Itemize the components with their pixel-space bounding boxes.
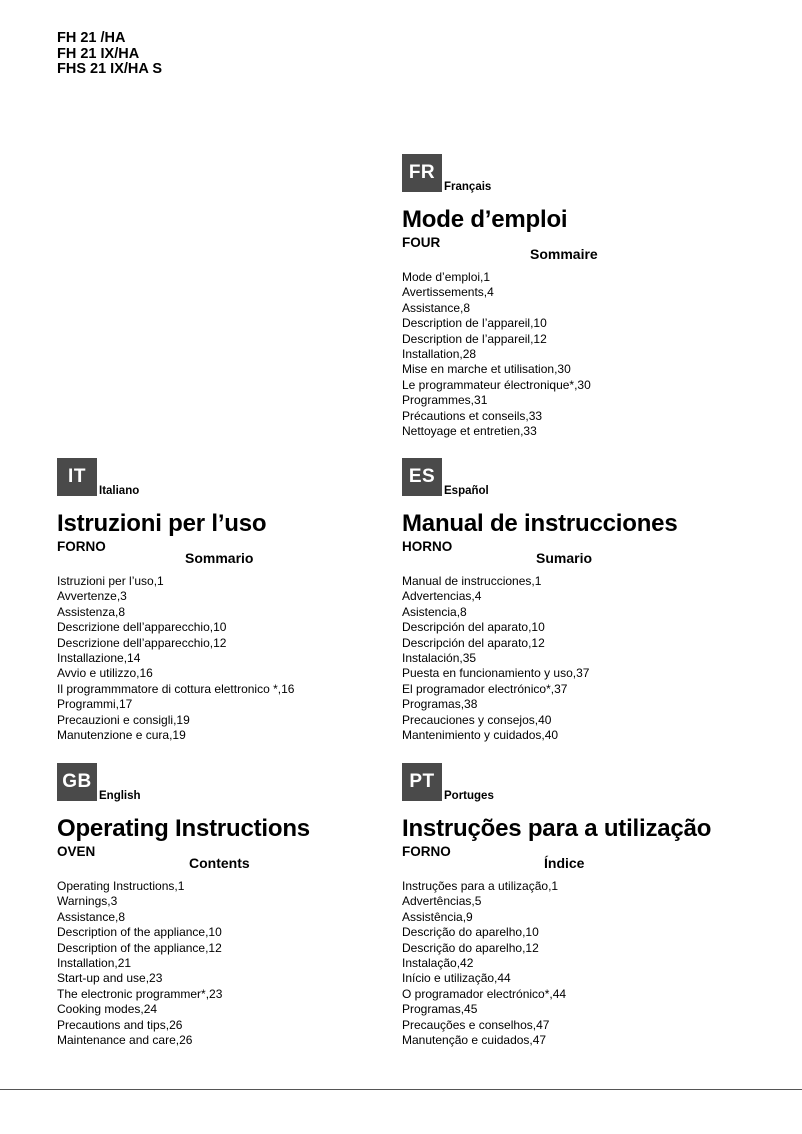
toc-item: Maintenance and care,26 (57, 1033, 193, 1048)
toc-item: Mise en marche et utilisation,30 (402, 362, 571, 377)
toc-item: Descrição do aparelho,12 (402, 940, 539, 955)
section-spanish (402, 458, 762, 743)
section-subtitle: FORNO (402, 844, 451, 859)
toc-item: Description de l’appareil,12 (402, 331, 547, 346)
toc-item: Programmi,17 (57, 697, 133, 712)
toc-item: Mantenimiento y cuidados,40 (402, 728, 559, 743)
language-code-badge: FR (402, 154, 442, 192)
toc-item: Installazione,14 (57, 651, 141, 666)
toc-item: Programas,38 (402, 697, 478, 712)
toc-item: Istruzioni per l’uso,1 (57, 574, 164, 588)
toc-item: Assistance,8 (57, 909, 126, 924)
toc-item: Asistencia,8 (402, 604, 467, 619)
toc-item: Avvio e utilizzo,16 (57, 666, 153, 681)
contents-heading: Sommaire (530, 246, 598, 262)
toc-item: Descrição do aparelho,10 (402, 925, 539, 940)
model-number: FH 21 IX/HA (57, 45, 140, 62)
contents-heading: Índice (544, 855, 585, 871)
section-title: Manual de instrucciones (402, 510, 678, 537)
section-portuguese (402, 763, 762, 1048)
toc-item: Instalação,42 (402, 956, 474, 971)
toc-item: Descrizione dell’apparecchio,12 (57, 635, 227, 650)
language-code-badge: GB (57, 763, 97, 801)
toc-item: Operating Instructions,1 (57, 879, 185, 893)
language-header (402, 458, 762, 498)
toc-item: Programas,45 (402, 1002, 478, 1017)
language-header (402, 154, 762, 194)
toc-item: Assistenza,8 (57, 604, 126, 619)
toc-item: Le programmateur électronique*,30 (402, 377, 591, 392)
toc-item: Avvertenze,3 (57, 589, 127, 604)
toc-item: Precauciones y consejos,40 (402, 712, 552, 727)
section-subtitle: FORNO (57, 539, 106, 554)
section-french (402, 154, 762, 439)
toc-item: Manual de instrucciones,1 (402, 574, 542, 588)
toc-item: Nettoyage et entretien,33 (402, 424, 537, 439)
toc-item: Precauções e conselhos,47 (402, 1017, 550, 1032)
toc-item: Installation,28 (402, 347, 477, 362)
table-of-contents (57, 879, 222, 1048)
language-code-badge: ES (402, 458, 442, 496)
model-list (57, 31, 162, 78)
toc-item: Assistance,8 (402, 300, 471, 315)
section-subtitle: HORNO (402, 539, 453, 554)
language-name: Portuges (444, 790, 494, 802)
model-number: FHS 21 IX/HA S (57, 61, 163, 77)
toc-item: Descrizione dell’apparecchio,10 (57, 620, 227, 635)
section-title: Mode d’emploi (402, 206, 568, 233)
toc-item: Description de l’appareil,10 (402, 316, 547, 331)
toc-item: Description of the appliance,10 (57, 925, 222, 940)
toc-item: Manutenção e cuidados,47 (402, 1033, 547, 1048)
toc-item: Warnings,3 (57, 894, 118, 909)
section-title: Istruzioni per l’uso (57, 510, 267, 537)
language-header (57, 763, 417, 803)
toc-item: Précautions et conseils,33 (402, 408, 543, 423)
section-title: Instruções para a utilização (402, 815, 712, 842)
table-of-contents (57, 574, 294, 743)
toc-item: The electronic programmer*,23 (57, 986, 223, 1001)
toc-item: Puesta en funcionamiento y uso,37 (402, 666, 590, 681)
language-code-badge: PT (402, 763, 442, 801)
toc-item: Mode d’emploi,1 (402, 270, 491, 284)
toc-item: Cooking modes,24 (57, 1002, 158, 1017)
language-header (57, 458, 417, 498)
toc-item: Início e utilização,44 (402, 971, 511, 986)
toc-item: Start-up and use,23 (57, 971, 163, 986)
contents-heading: Sommario (185, 550, 254, 566)
toc-item: Precautions and tips,26 (57, 1017, 183, 1032)
section-english (57, 763, 417, 1048)
section-subtitle: OVEN (57, 844, 96, 859)
contents-heading: Sumario (536, 550, 593, 566)
table-of-contents (402, 879, 566, 1048)
table-of-contents (402, 574, 589, 743)
footer-divider (0, 1089, 802, 1090)
section-subtitle: FOUR (402, 235, 441, 250)
section-title: Operating Instructions (57, 815, 310, 842)
toc-item: Assistência,9 (402, 909, 473, 924)
toc-item: Description of the appliance,12 (57, 940, 222, 955)
toc-item: Descripción del aparato,10 (402, 620, 545, 635)
model-number: FH 21 /HA (57, 30, 126, 46)
toc-item: Advertencias,4 (402, 589, 482, 604)
section-italian (57, 458, 417, 743)
toc-item: Instalación,35 (402, 651, 477, 666)
toc-item: El programador electrónico*,37 (402, 681, 568, 696)
toc-item: Precauzioni e consigli,19 (57, 712, 190, 727)
language-name: Español (444, 485, 489, 497)
language-name: English (99, 790, 141, 802)
language-header (402, 763, 762, 803)
toc-item: Descripción del aparato,12 (402, 635, 545, 650)
toc-item: Manutenzione e cura,19 (57, 728, 186, 743)
toc-item: Programmes,31 (402, 393, 488, 408)
toc-item: Advertências,5 (402, 894, 482, 909)
toc-item: Instruções para a utilização,1 (402, 879, 559, 893)
toc-item: O programador electrónico*,44 (402, 986, 567, 1001)
language-name: Français (444, 181, 492, 193)
contents-heading: Contents (189, 855, 250, 871)
language-code-badge: IT (57, 458, 97, 496)
toc-item: Avertissements,4 (402, 285, 494, 300)
table-of-contents (402, 270, 591, 439)
toc-item: Il programmmatore di cottura elettronico *,16 (57, 681, 295, 696)
toc-item: Installation,21 (57, 956, 132, 971)
language-name: Italiano (99, 485, 140, 497)
